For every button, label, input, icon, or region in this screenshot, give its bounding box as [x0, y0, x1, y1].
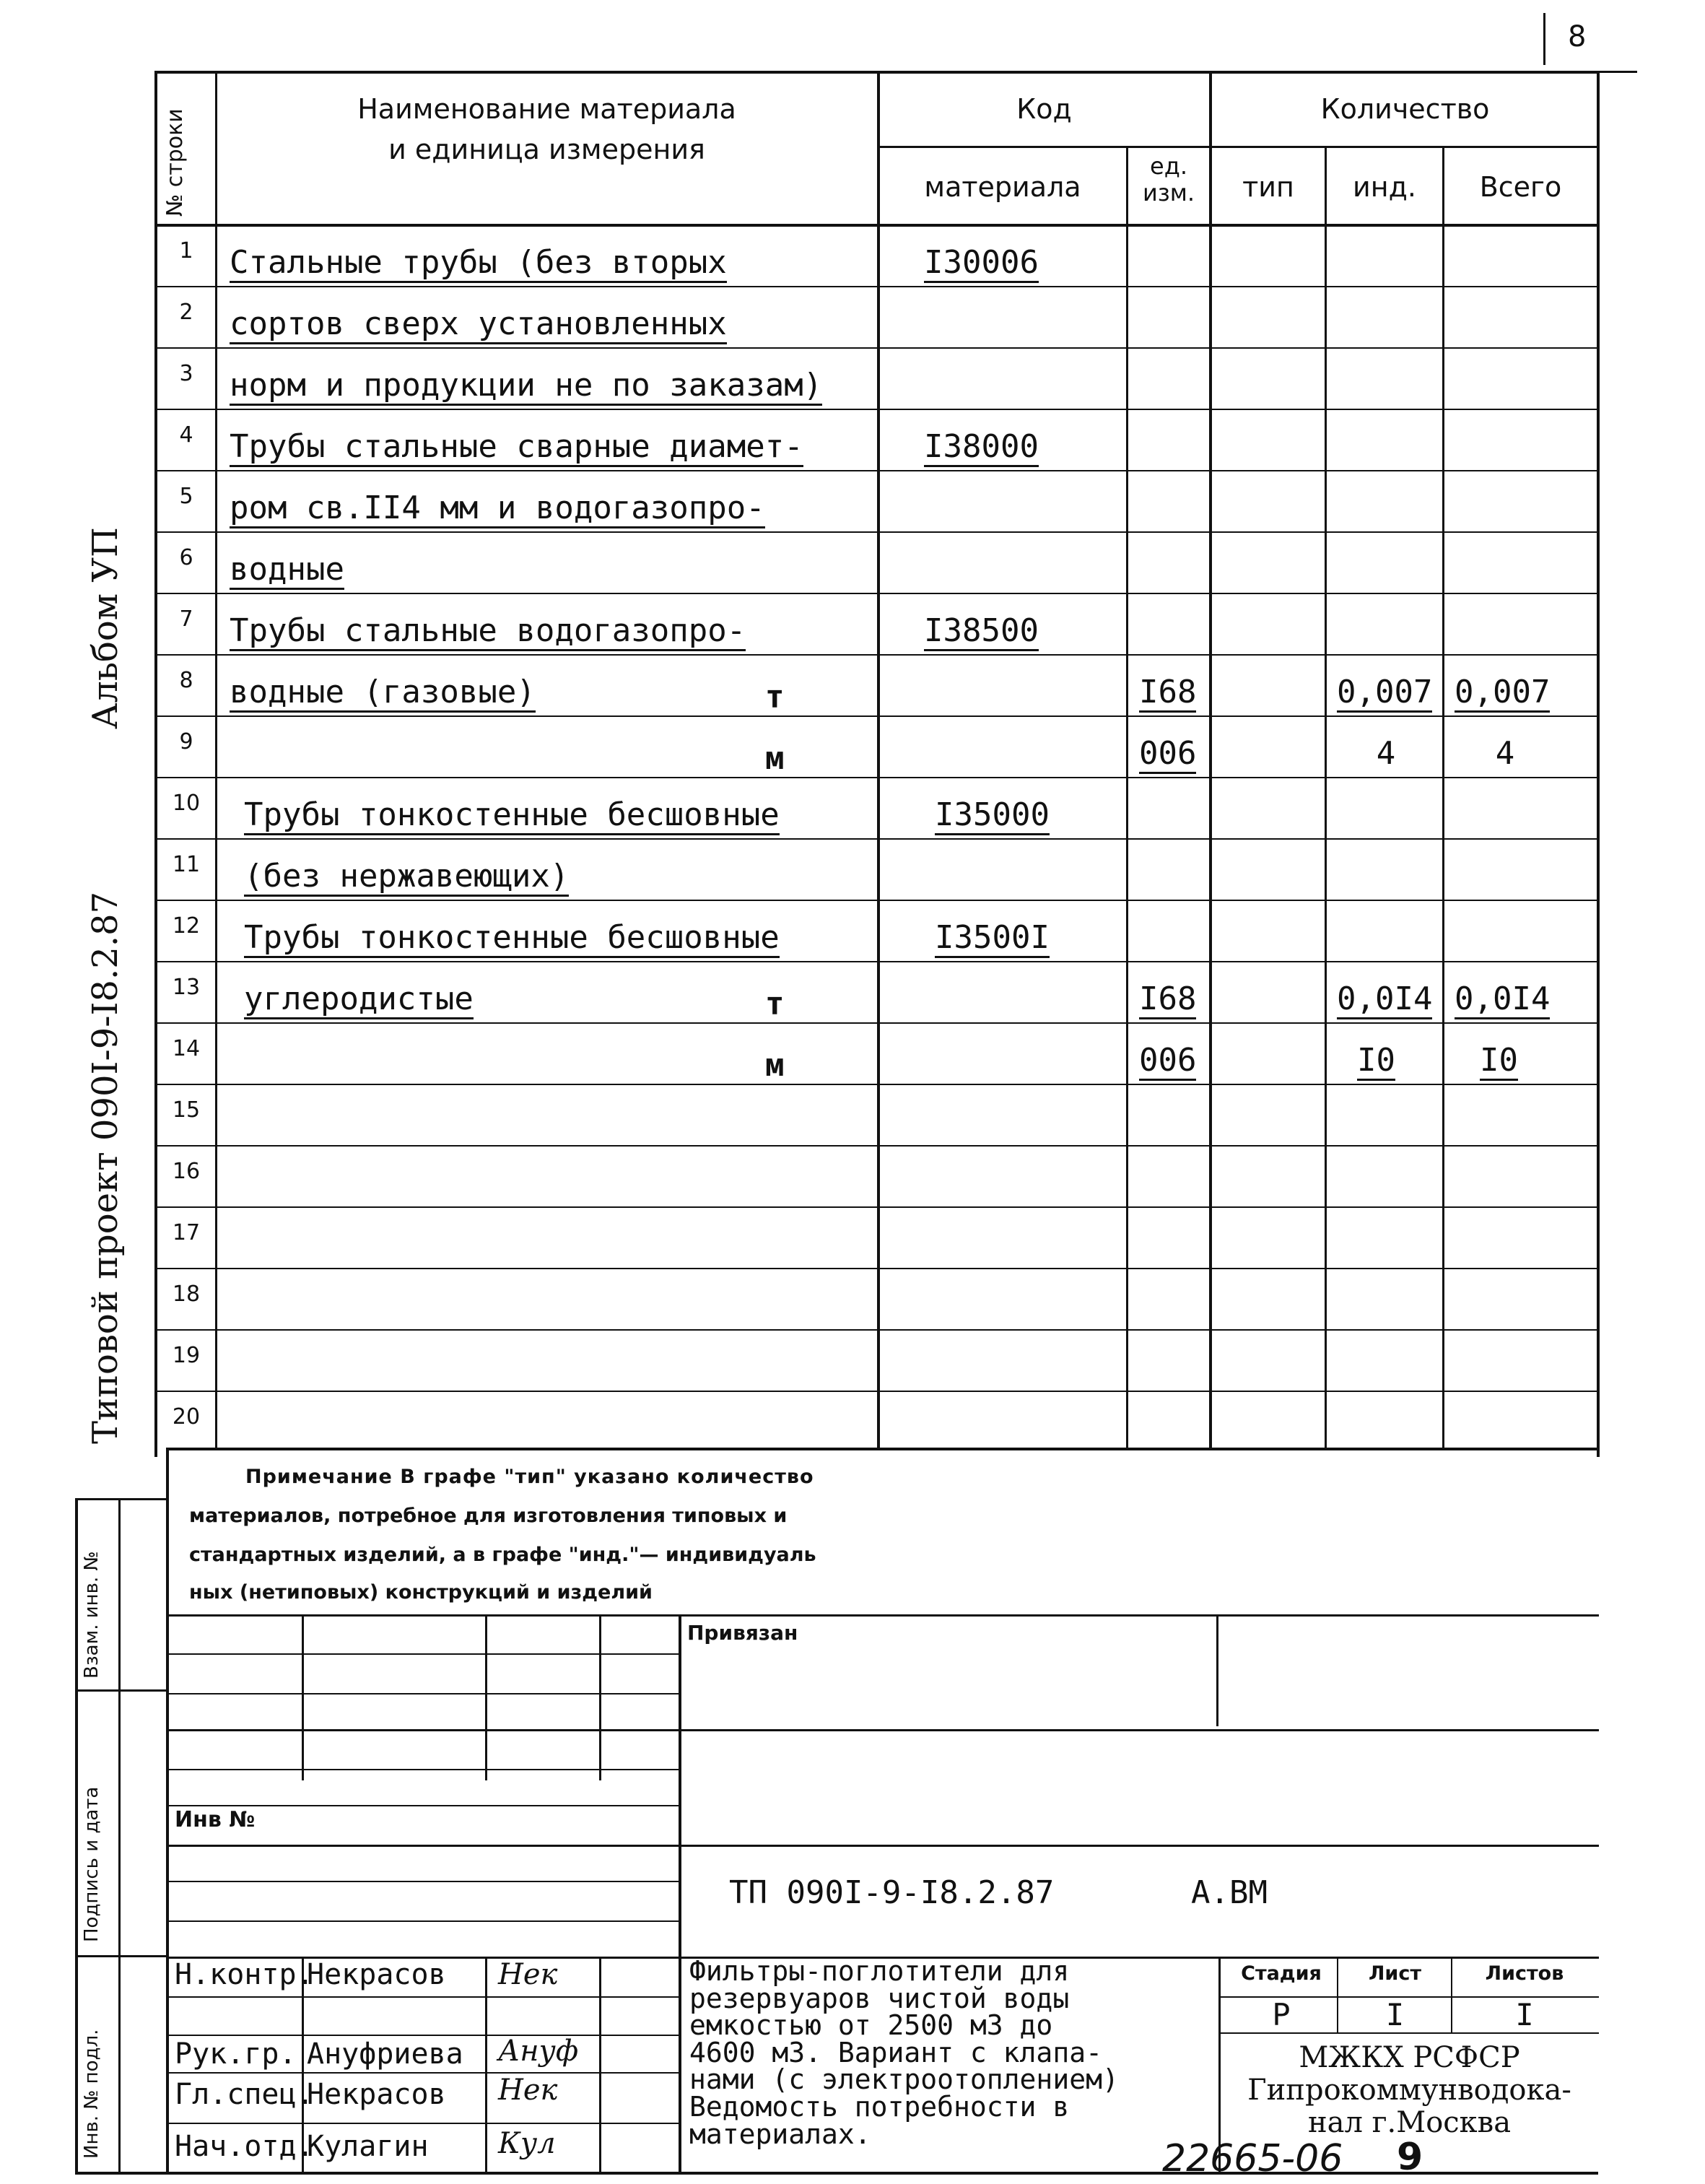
row-unit: м	[765, 1047, 785, 1084]
signer-role: Н.контр.	[175, 1958, 314, 1991]
header-qty-type: тип	[1242, 171, 1294, 203]
row-unit-code: I68	[1139, 674, 1196, 713]
row-name: норм и продукции не по заказам)	[230, 367, 822, 406]
row-material-code: I30006	[924, 244, 1039, 283]
sheet-value: I	[1385, 1997, 1405, 2032]
signer-role: Нач.отд.	[175, 2130, 314, 2163]
row-name: Трубы тонкостенные бесшовные	[244, 919, 780, 958]
row-material-code: I3500I	[935, 919, 1050, 958]
document-mark: А.ВМ	[1191, 1874, 1268, 1911]
row-number: 6	[179, 545, 193, 570]
document-title	[689, 1955, 1119, 2150]
row-number: 7	[179, 606, 193, 632]
title-line: Фильтры-поглотители для	[689, 1955, 1070, 1987]
stage-label: Стадия	[1241, 1962, 1322, 1985]
row-number: 8	[179, 668, 193, 693]
signature: Кул	[498, 2127, 556, 2160]
page-number: 8	[1568, 20, 1587, 53]
row-name: Стальные трубы (без вторых	[230, 244, 727, 283]
title-line: нами (с электроотоплением)	[689, 2063, 1119, 2096]
header-code-unit-line1: ед.	[1150, 152, 1187, 180]
row-name: (без нержавеющих)	[244, 858, 569, 897]
header-name-line1: Наименование материала	[357, 93, 736, 125]
row-material-code: I38000	[924, 428, 1039, 467]
row-number: 14	[172, 1036, 201, 1061]
row-name: Трубы стальные водогазопро-	[230, 612, 746, 651]
row-name: Трубы тонкостенные бесшовные	[244, 796, 780, 835]
row-number: 12	[172, 913, 201, 939]
row-qty-total: 0,007	[1455, 674, 1550, 713]
sheets-label: Листов	[1485, 1962, 1564, 1985]
row-qty-ind: 0,007	[1337, 674, 1432, 713]
row-number: 9	[179, 729, 193, 754]
row-qty-total: I0	[1480, 1042, 1518, 1081]
header-qty-ind: инд.	[1353, 171, 1416, 203]
row-number: 3	[179, 361, 193, 386]
row-name: водные	[230, 551, 344, 590]
row-material-code: I38500	[924, 612, 1039, 651]
row-unit-code: I68	[1139, 980, 1196, 1019]
row-qty-ind: 4	[1376, 735, 1396, 772]
title-line: резервуаров чистой воды	[689, 1982, 1070, 2014]
side-inv-podl: Инв. № подл.	[81, 2029, 103, 2159]
signer-role: Рук.гр.	[175, 2037, 297, 2071]
signer-name: Кулагин	[307, 2130, 429, 2163]
row-name: углеродистые	[244, 980, 474, 1019]
row-name: ром св.II4 мм и водогазопро-	[230, 490, 765, 528]
note-line3: стандартных изделий, а в графе "инд."— индивидуаль	[189, 1544, 816, 1566]
row-unit-code: 006	[1139, 1042, 1196, 1081]
inv-no-label: Инв №	[175, 1807, 256, 1832]
row-unit-code: 006	[1139, 735, 1196, 774]
sheets-value: I	[1515, 1997, 1534, 2032]
row-unit: м	[765, 740, 785, 777]
side-project-label: Типовой проект 090I-9-I8.2.87	[85, 891, 126, 1444]
header-code-material: материала	[924, 171, 1081, 203]
header-code-unit	[1128, 153, 1209, 206]
row-number: 1	[179, 238, 193, 264]
privyazan-label: Привязан	[687, 1621, 798, 1645]
row-number: 15	[172, 1097, 201, 1123]
row-number: 5	[179, 484, 193, 509]
org-line: МЖКХ РСФСР	[1299, 2041, 1520, 2074]
header-name-line2: и единица измерения	[388, 133, 705, 165]
row-number: 20	[172, 1404, 201, 1430]
row-name: Трубы стальные сварные диамет-	[230, 428, 803, 467]
signature: Нек	[498, 1958, 558, 1991]
signer-name: Ануфриева	[307, 2037, 463, 2071]
row-name: сортов сверх установленных	[230, 305, 727, 344]
row-number: 18	[172, 1282, 201, 1307]
signature: Ануф	[498, 2035, 579, 2068]
title-line: емкостью от 2500 м3 до	[689, 2009, 1053, 2042]
footer-number: 22665-06	[1162, 2137, 1343, 2180]
title-line: Ведомость потребности в	[689, 2091, 1070, 2123]
footer-page: 9	[1397, 2136, 1423, 2179]
row-qty-ind: I0	[1357, 1042, 1395, 1081]
note-line2: материалов, потребное для изготовления типовых и	[189, 1505, 788, 1527]
row-qty-ind: 0,0I4	[1337, 980, 1432, 1019]
sheet-label: Лист	[1369, 1962, 1421, 1985]
title-line: материалах.	[689, 2118, 871, 2150]
document-designation: ТП 090I-9-I8.2.87	[729, 1874, 1055, 1911]
header-qty-total: Всего	[1479, 171, 1562, 203]
side-sign-date: Подпись и дата	[81, 1786, 103, 1942]
row-material-code: I35000	[935, 796, 1050, 835]
signer-name: Некрасов	[307, 1958, 446, 1991]
signer-name: Некрасов	[307, 2078, 446, 2111]
row-number: 19	[172, 1343, 201, 1368]
note-line4: ных (нетиповых) конструкций и изделий	[189, 1581, 653, 1604]
row-qty-total: 0,0I4	[1455, 980, 1550, 1019]
row-name: водные (газовые)	[230, 674, 536, 713]
row-number: 11	[172, 852, 201, 877]
title-line: 4600 м3. Вариант с клапа-	[689, 2036, 1102, 2068]
header-code: Код	[1016, 93, 1072, 125]
row-number: 10	[172, 791, 201, 816]
row-number: 17	[172, 1220, 201, 1245]
header-quantity: Количество	[1320, 93, 1490, 125]
org-line: нал г.Москва	[1307, 2105, 1512, 2139]
header-code-unit-line2: изм.	[1142, 178, 1195, 206]
row-number: 4	[179, 422, 193, 448]
header-row-no: № строки	[162, 108, 188, 217]
row-number: 16	[172, 1159, 201, 1184]
org-line: Гипрокоммунводока-	[1247, 2073, 1571, 2107]
side-vzam-inv: Взам. инв. №	[81, 1551, 103, 1679]
note-line1: Примечание В графе "тип" указано количество	[245, 1466, 814, 1488]
row-unit: т	[765, 679, 785, 715]
stage-value: Р	[1272, 1997, 1291, 2032]
header-name	[217, 92, 877, 167]
row-qty-total: 4	[1495, 735, 1515, 772]
row-number: 13	[172, 975, 201, 1000]
row-number: 2	[179, 300, 193, 325]
signature: Нек	[498, 2074, 558, 2107]
row-unit: т	[765, 986, 785, 1022]
organization	[1220, 2042, 1599, 2139]
side-album-label: Альбом УП	[85, 527, 126, 729]
signer-role: Гл.спец.	[175, 2078, 314, 2111]
